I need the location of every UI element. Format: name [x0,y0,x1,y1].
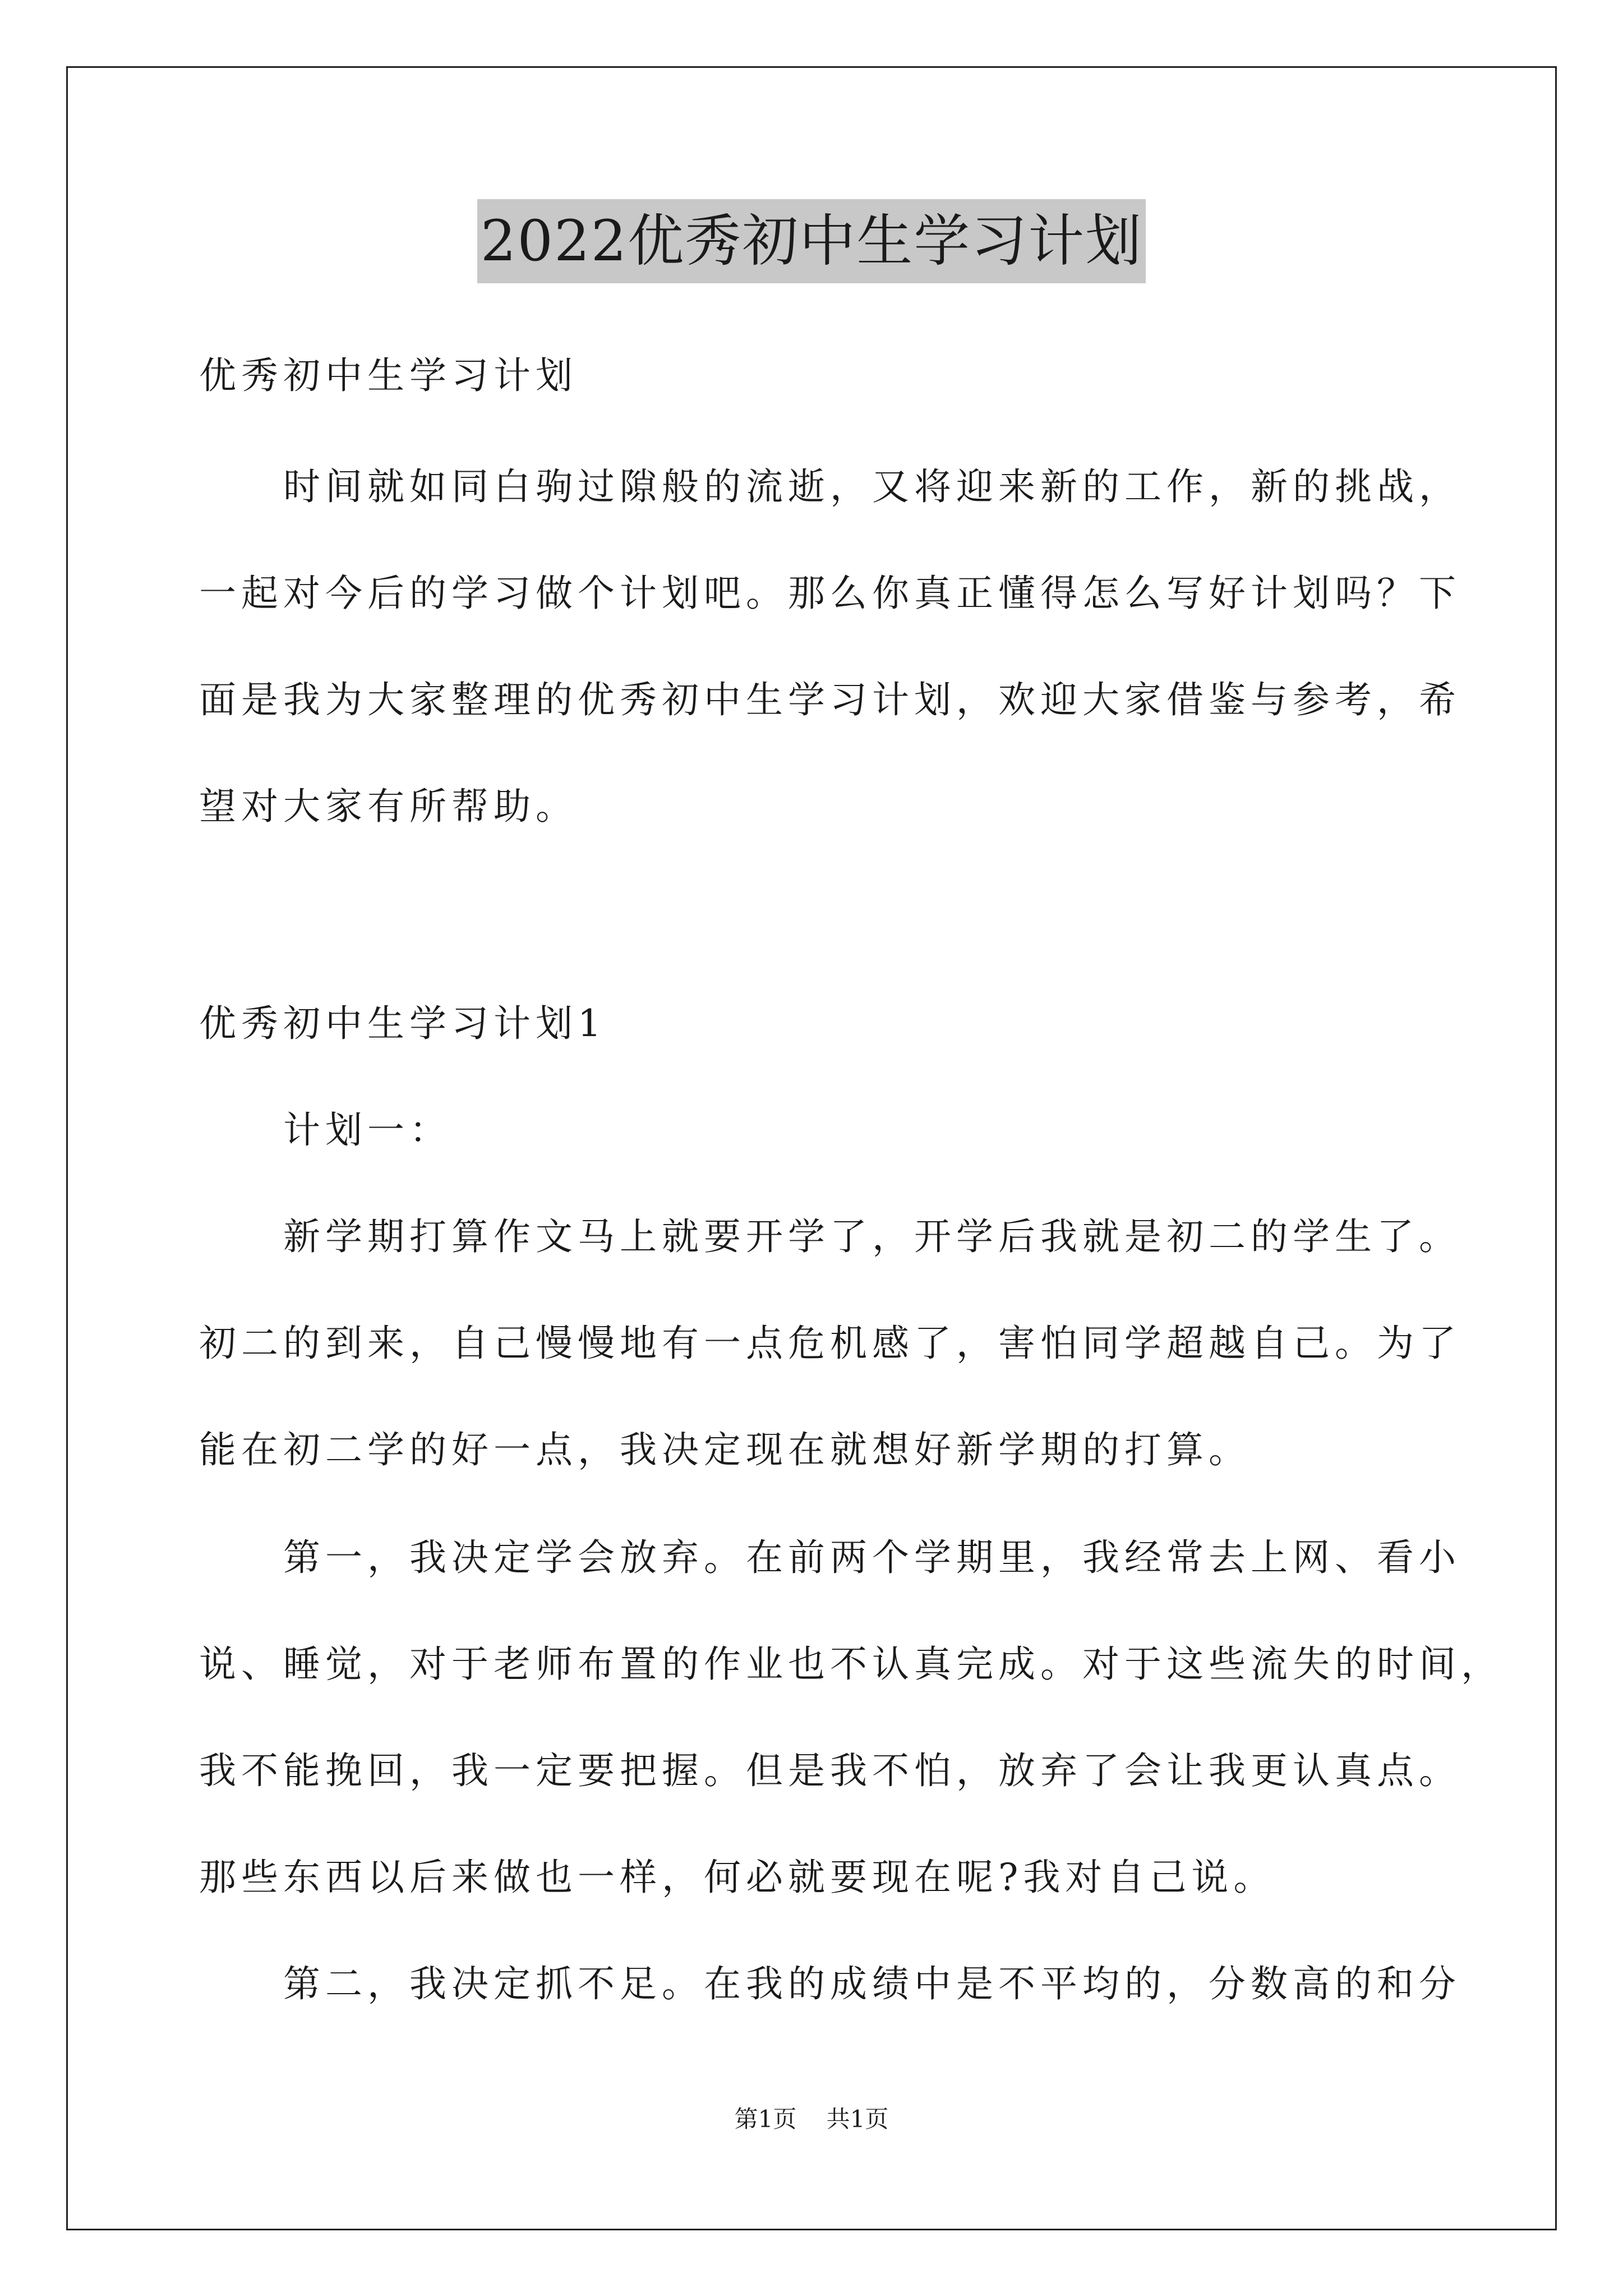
paragraph-line: 望对大家有所帮助。 [199,785,578,828]
title-container [0,199,1623,283]
paragraph-line: 第二，我决定抓不足。在我的成绩中是不平均的，分数高的和分 [283,1962,1461,2005]
paragraph-line: 新学期打算作文马上就要开学了，开学后我就是初二的学生了。 [283,1215,1461,1258]
paragraph-line: 一起对今后的学习做个计划吧。那么你真正懂得怎么写好计划吗？下 [199,572,1461,615]
paragraph-line: 能在初二学的好一点，我决定现在就想好新学期的打算。 [199,1428,1251,1471]
paragraph-line: 我不能挽回，我一定要把握。但是我不怕，放弃了会让我更认真点。 [199,1749,1461,1792]
subtitle: 优秀初中生学习计划 [199,354,578,397]
section-heading: 优秀初中生学习计划1 [199,1002,606,1045]
paragraph-line: 第一，我决定学会放弃。在前两个学期里，我经常去上网、看小 [283,1536,1461,1579]
paragraph-line: 说、睡觉，对于老师布置的作业也不认真完成。对于这些流失的时间， [199,1642,1503,1686]
paragraph-line: 那些东西以后来做也一样，何必就要现在呢?我对自己说。 [199,1856,1276,1899]
document-title: 2022优秀初中生学习计划 [477,199,1146,283]
paragraph-line: 面是我为大家整理的优秀初中生学习计划，欢迎大家借鉴与参考，希 [199,678,1461,721]
plan-label: 计划一： [283,1108,451,1152]
paragraph-line: 初二的到来，自己慢慢地有一点危机感了，害怕同学超越自己。为了 [199,1322,1461,1365]
page-footer: 第1页 共1页 [734,2105,889,2133]
paragraph-line: 时间就如同白驹过隙般的流逝，又将迎来新的工作，新的挑战， [283,465,1461,508]
